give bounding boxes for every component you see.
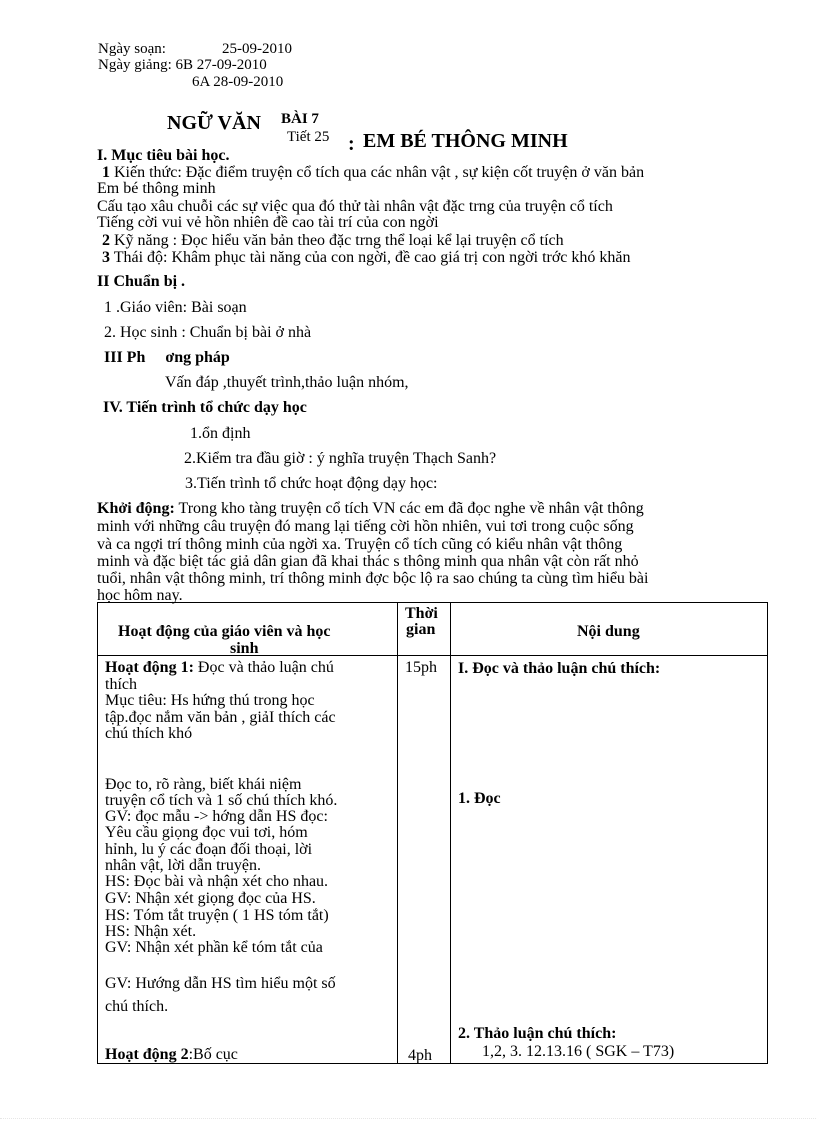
warmup-label: Khởi động: [97, 500, 175, 517]
period-number: Tiết 25 [287, 129, 330, 145]
time-activity-2: 4ph [408, 1047, 432, 1064]
preparation-teacher: 1 .Giáo viên: Bài soạn [104, 299, 247, 316]
activity-line-13: chú thích. [105, 998, 169, 1015]
knowledge-line-3: Cấu tạo xâu chuỗi các sự việc qua đó thử tài nhân vật đặc trng của truyện cổ tích [97, 198, 613, 215]
act2-heading [105, 1047, 238, 1063]
act1-title: Đọc và thảo luận chú [197, 659, 334, 676]
date-taught-6a: 6A 28-09-2010 [192, 74, 284, 90]
knowledge-line-4: Tiếng cời vui vẻ hồn nhiên đề cao tài trí của con ngời [97, 214, 439, 231]
lesson-title: EM BÉ THÔNG MINH [363, 130, 568, 152]
knowledge-line-2: Em bé thông minh [97, 180, 216, 197]
warmup-line-3: và ca ngợi trí thông minh của ngời xa. Truyện cổ tích cũng có kiểu nhân vật thông [97, 536, 623, 553]
page-edge-line [0, 1118, 816, 1119]
activity-line-3: GV: đọc mẫu -> hớng dẫn HS đọc: [105, 808, 328, 825]
knowledge-line-1 [102, 165, 644, 181]
header-activities [98, 603, 398, 656]
date-taught-6b: Ngày giảng: 6B 27-09-2010 [98, 57, 267, 73]
warmup-line-6: học hôm nay. [97, 587, 183, 604]
activity-line-6: nhân vật, lời dẫn truyện. [105, 857, 261, 874]
act2-title: :Bố cục [188, 1046, 238, 1063]
preparation-student: 2. Học sinh : Chuẩn bị bài ở nhà [104, 324, 312, 341]
table-header-row [98, 603, 768, 656]
goal-line-3: chú thích khó [105, 725, 193, 742]
content-glossary-refs: 1,2, 3. 12.13.16 ( SGK – T73) [482, 1043, 675, 1060]
process-heading: IV. Tiến trình tổ chức dạy học [103, 399, 307, 416]
subject-title: NGỮ VĂN [167, 112, 261, 134]
header-content [451, 603, 768, 656]
content-read: 1. Đọc [458, 790, 501, 807]
act2-label: Hoạt động 2 [105, 1046, 189, 1063]
activity-line-11: GV: Nhận xét phần kể tóm tắt của [105, 939, 323, 956]
header-activities-line-1: Hoạt động của giáo viên và học [118, 623, 331, 640]
attitude-line [102, 250, 631, 266]
act1-label: Hoạt động 1: [105, 659, 194, 676]
warmup-text-1: Trong kho tàng truyện cổ tích VN các em đã đọc nghe về nhân vật thông [178, 500, 644, 517]
date-prepared-value: 25-09-2010 [222, 41, 292, 57]
activity-line-9: HS: Tóm tắt truyện ( 1 HS tóm tắt) [105, 907, 329, 924]
process-step-1: 1.ổn định [190, 425, 251, 442]
process-step-3: 3.Tiến trình tổ chức hoạt động dạy học: [185, 475, 438, 492]
header-activities-line-2: sinh [230, 640, 259, 657]
process-step-2: 2.Kiểm tra đầu giờ : ý nghĩa truyện Thạch Sanh? [184, 450, 497, 467]
time-cell [398, 656, 451, 1064]
activity-line-7: HS: Đọc bài và nhận xét cho nhau. [105, 873, 329, 890]
activity-line-2: truyện cổ tích và 1 số chú thích khó. [105, 792, 338, 809]
header-time [398, 603, 451, 656]
activity-line-8: GV: Nhận xét giọng đọc của HS. [105, 890, 316, 907]
activity-line-4: Yêu cầu giọng đọc vui tơi, hóm [105, 824, 308, 841]
activity-line-5: hỉnh, lu ý các đoạn đối thoại, lời [105, 841, 313, 858]
warmup-line-4: minh và đặc biệt tác giả dân gian đã khai thác s thông minh qua nhân vật còn rất nhỏ [97, 553, 639, 570]
time-activity-1: 15ph [405, 659, 437, 676]
attitude-number: 3 [102, 249, 110, 266]
header-time-line-1: Thời [405, 605, 438, 622]
activity-line-12: GV: Hướng dẫn HS tìm hiểu một số [105, 975, 336, 992]
content-glossary: 2. Thảo luận chú thích: [458, 1025, 617, 1042]
activities-cell [98, 656, 398, 1064]
warmup-line-5: tuổi, nhân vật thông minh, trí thông minh đợc bộc lộ ra sao chúng ta cùng tìm hiểu bài [97, 570, 649, 587]
act1-heading [105, 660, 334, 676]
header-time-line-2: gian [406, 621, 436, 638]
activity-line-1: Đọc to, rõ ràng, biết khái niệm [105, 776, 302, 793]
objectives-heading: I. Mục tiêu bài học. [97, 147, 230, 164]
table-body-row [98, 656, 768, 1064]
lesson-table [97, 602, 768, 1064]
content-cell [451, 656, 768, 1064]
knowledge-number: 1 [102, 164, 110, 181]
title-colon: : [348, 133, 355, 155]
warmup-line-2: minh với những câu truyện đó mang lại tiếng cời hồn nhiên, vui tơi trong cuộc sống [97, 518, 634, 535]
knowledge-text: Kiến thức: Đặc điểm truyện cổ tích qua các nhân vật , sự kiện cốt truyện ở văn bản [114, 164, 645, 181]
method-heading: III Ph ơng pháp [104, 349, 230, 366]
activity-line-10: HS: Nhận xét. [105, 923, 197, 940]
date-prepared-label: Ngày soạn: [98, 41, 166, 57]
skill-line [102, 233, 564, 249]
warmup-line-1 [97, 501, 644, 517]
header-content-label: Nội dung [577, 623, 640, 640]
skill-text: Kỹ năng : Đọc hiểu văn bản theo đặc trng thể loại kể lại truyện cổ tích [114, 232, 564, 249]
attitude-text: Thái độ: Khâm phục tài năng của con ngời, đề cao giá trị con ngời trớc khó khăn [113, 249, 631, 266]
content-section-1: I. Đọc và thảo luận chú thích: [458, 660, 661, 677]
preparation-heading: II Chuẩn bị . [97, 273, 186, 290]
method-text: Vấn đáp ,thuyết trình,thảo luận nhóm, [165, 374, 409, 391]
act1-title-2: thích [105, 676, 137, 693]
goal-line-2: tập.đọc nắm văn bản , giảI thích các [105, 709, 336, 726]
skill-number: 2 [102, 232, 110, 249]
goal-line-1: Mục tiêu: Hs hứng thú trong học [105, 692, 315, 709]
lesson-number: BÀI 7 [281, 111, 319, 127]
